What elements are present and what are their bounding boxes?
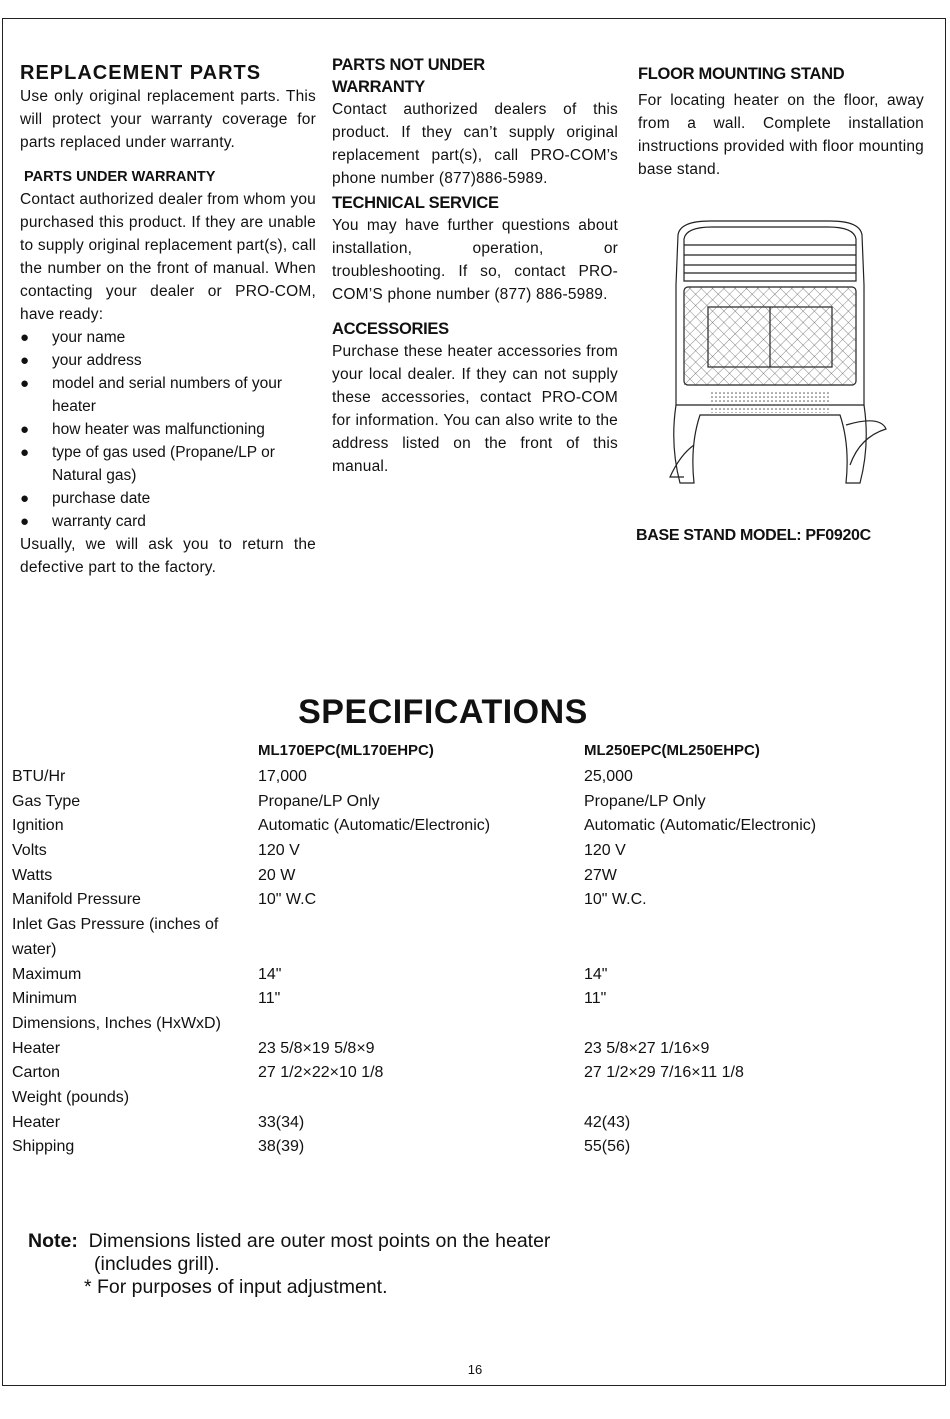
table-row	[12, 793, 884, 818]
heater-on-stand-illustration	[650, 215, 890, 510]
list-item: ● type of gas used (Propane/LP or Natural gas)	[20, 441, 316, 487]
table-cell: Automatic (Automatic/Electronic)	[258, 817, 491, 835]
parts-under-warranty-text: Contact authorized dealer from whom you purchased this product. If they are unable to supply original replacement part(s), call the number on the front of manual. When contacting your dealer or PRO-COM, have ready:	[20, 191, 316, 323]
table-cell: 25,000	[584, 768, 633, 785]
page-number: 16	[467, 1362, 483, 1377]
table-cell: Heater	[12, 1039, 61, 1057]
list-item: ● how heater was malfunctioning	[20, 418, 316, 441]
floor-stand-column	[638, 63, 924, 181]
parts-not-under-warranty-text: Contact authorized dealers of this product. If they can’t supply original replacement part(s), call PRO-COM’s phone number (877)886-5989.	[332, 101, 618, 187]
accessories-text: Purchase these heater accessories from your local dealer. If they can not supply these accessories, contact PRO-COM for information. You can also write to the address listed on the front of this manual.	[332, 343, 618, 475]
replacement-parts-title: REPLACEMENT PARTS	[20, 62, 262, 84]
list-item: ● warranty card	[20, 510, 316, 533]
table-cell: 23 5/8×27 1/16×9	[584, 1039, 710, 1057]
table-row	[12, 1064, 884, 1089]
table-cell: 10" W.C.	[584, 891, 647, 909]
replacement-intro: Use only original replacement parts. This will protect your warranty coverage for parts replaced under warranty.	[20, 88, 316, 151]
table-cell: 14"	[258, 965, 282, 983]
table-cell: 38(39)	[258, 1138, 305, 1156]
table-cell: 42(43)	[584, 1113, 631, 1131]
table-cell: 11"	[258, 990, 281, 1008]
table-cell: 20 W	[258, 866, 296, 884]
table-cell: Heater	[12, 1113, 61, 1131]
replacement-closing: Usually, we will ask you to return the defective part to the factory.	[20, 536, 316, 576]
specifications-title: SPECIFICATIONS	[298, 693, 588, 731]
table-cell	[258, 1015, 584, 1040]
table-cell	[584, 941, 884, 966]
table-cell	[258, 1089, 584, 1114]
table-cell: Dimensions, Inches (HxWxD)	[12, 1014, 221, 1032]
table-cell: 27W	[584, 866, 617, 884]
accessories-title: ACCESSORIES	[332, 320, 449, 338]
table-row	[12, 867, 884, 892]
list-item: ● purchase date	[20, 487, 316, 510]
table-row	[12, 842, 884, 867]
base-stand-caption: BASE STAND MODEL: PF0920C	[636, 527, 871, 544]
table-cell: water)	[12, 940, 57, 958]
table-cell: Watts	[12, 866, 53, 884]
table-cell	[258, 916, 584, 941]
parts-not-under-warranty-title: PARTS NOT UNDER WARRANTY	[332, 56, 485, 96]
floor-mounting-stand-title: FLOOR MOUNTING STAND	[638, 65, 845, 83]
table-row	[12, 1015, 884, 1040]
table-cell	[584, 916, 884, 941]
note-line-3: * For purposes of input adjustment.	[84, 1276, 388, 1298]
replacement-parts-column	[20, 62, 316, 579]
table-cell: Maximum	[12, 965, 82, 983]
table-row	[12, 768, 884, 793]
table-row	[12, 1114, 884, 1139]
table-cell: 27 1/2×22×10 1/8	[258, 1064, 384, 1082]
table-cell	[584, 1015, 884, 1040]
table-cell: BTU/Hr	[12, 768, 66, 785]
ready-items-list	[20, 326, 316, 533]
table-header	[12, 742, 258, 768]
note-line-1: Dimensions listed are outer most points on the heater	[88, 1230, 551, 1252]
table-cell: Ignition	[12, 817, 64, 835]
table-row	[12, 916, 884, 941]
floor-mounting-stand-text: For locating heater on the floor, away from a wall. Complete installation instructions provided with floor mounting base stand.	[638, 92, 924, 178]
table-cell: 11"	[584, 990, 607, 1008]
note-block	[28, 1230, 550, 1299]
specifications-table	[12, 742, 884, 1163]
table-cell: 120 V	[584, 842, 626, 860]
technical-service-text: You may have further questions about installation, operation, or troubleshooting. If so, contact PRO-COM’S phone number (877) 886-5989.	[332, 217, 618, 303]
table-cell: Volts	[12, 842, 47, 860]
note-line-2: (includes grill).	[94, 1253, 220, 1275]
table-row	[12, 990, 884, 1015]
technical-service-title: TECHNICAL SERVICE	[332, 194, 499, 212]
table-cell: Weight (pounds)	[12, 1088, 130, 1106]
table-row	[12, 966, 884, 991]
table-header: ML170EPC(ML170EHPC)	[258, 742, 434, 759]
parts-under-warranty-title: PARTS UNDER WARRANTY	[24, 169, 216, 185]
table-row	[12, 1089, 884, 1114]
table-cell: 14"	[584, 965, 608, 983]
list-item: ● your name	[20, 326, 316, 349]
table-cell: Gas Type	[12, 792, 81, 810]
list-item: ● your address	[20, 349, 316, 372]
table-cell: 17,000	[258, 768, 307, 785]
table-cell: Propane/LP Only	[258, 792, 380, 810]
table-cell: 10" W.C	[258, 891, 317, 909]
table-row	[12, 1138, 884, 1163]
table-cell	[258, 941, 584, 966]
table-cell: Manifold Pressure	[12, 891, 141, 909]
table-cell: 55(56)	[584, 1138, 631, 1156]
table-row	[12, 941, 884, 966]
table-row	[12, 1040, 884, 1065]
note-label: Note:	[28, 1230, 78, 1252]
table-cell: Carton	[12, 1064, 61, 1082]
table-cell: 120 V	[258, 842, 300, 860]
list-item: ● model and serial numbers of your heater	[20, 372, 316, 418]
table-cell: 23 5/8×19 5/8×9	[258, 1039, 375, 1057]
table-cell: Inlet Gas Pressure (inches of	[12, 916, 219, 934]
table-cell: Automatic (Automatic/Electronic)	[584, 817, 817, 835]
table-row	[12, 891, 884, 916]
warranty-service-column	[332, 54, 618, 478]
table-cell: 33(34)	[258, 1113, 305, 1131]
table-row	[12, 817, 884, 842]
table-header: ML250EPC(ML250EHPC)	[584, 742, 760, 759]
table-cell: Minimum	[12, 990, 77, 1008]
table-cell: Propane/LP Only	[584, 792, 706, 810]
table-cell	[584, 1089, 884, 1114]
table-cell: 27 1/2×29 7/16×11 1/8	[584, 1064, 744, 1082]
table-cell: Shipping	[12, 1138, 75, 1156]
table-header-row	[12, 742, 884, 768]
